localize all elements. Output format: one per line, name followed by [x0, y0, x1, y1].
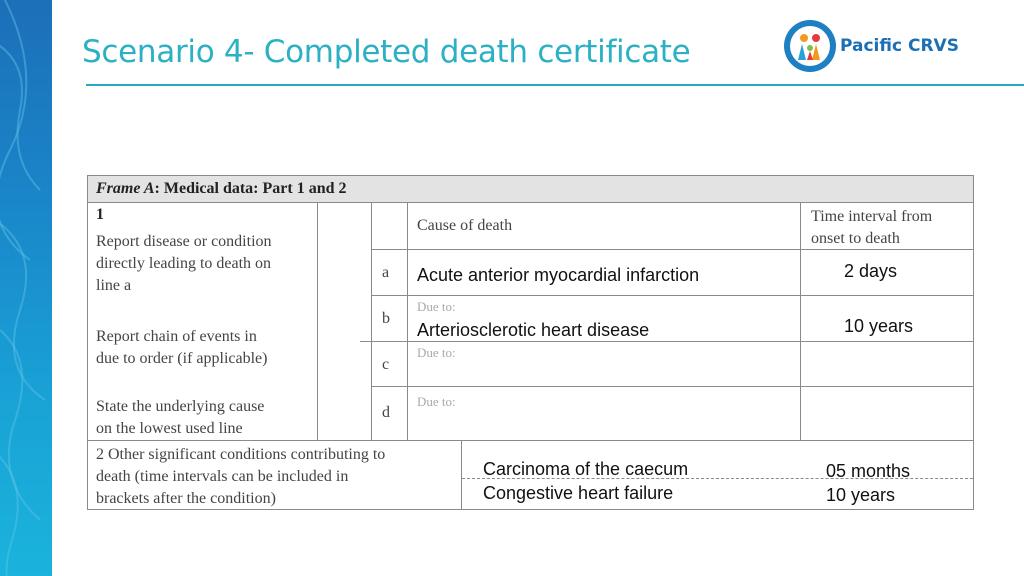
part1-instruction-2: [96, 326, 267, 370]
divider: [371, 341, 973, 342]
cause-b-field[interactable]: Arteriosclerotic heart disease: [417, 320, 650, 340]
divider: [317, 202, 318, 440]
instruction-line: line a: [96, 277, 132, 294]
other-interval-1[interactable]: 05 months: [826, 461, 911, 481]
time-interval-header: [811, 206, 932, 250]
due-to-label: Due to:: [417, 394, 456, 409]
part1-number: 1: [96, 206, 104, 223]
part2-label-line: brackets after the condition): [96, 490, 276, 507]
other-condition-2[interactable]: Congestive heart failure: [483, 483, 674, 503]
other-interval-2[interactable]: 10 years: [826, 485, 896, 505]
divider: [407, 202, 408, 440]
header-line: onset to death: [811, 230, 900, 247]
instruction-line: due to order (if applicable): [96, 350, 268, 367]
interval-a-field[interactable]: 2 days: [844, 261, 898, 281]
divider: [360, 341, 372, 342]
cause-a-field[interactable]: Acute anterior myocardial infarction: [417, 265, 700, 285]
frame-header: [88, 176, 973, 203]
divider: [800, 202, 801, 440]
divider: [371, 386, 973, 387]
row-letter-c: c: [382, 356, 390, 373]
cause-of-death-header: Cause of death: [417, 217, 513, 234]
logo-emblem: [790, 26, 830, 66]
divider: [371, 295, 973, 296]
page-title: Scenario 4- Completed death certificate: [82, 34, 691, 70]
instruction-line: directly leading to death on: [96, 255, 272, 272]
title-underline: [86, 84, 1024, 86]
instruction-line: on the lowest used line: [96, 420, 243, 437]
death-certificate-form: [87, 175, 974, 510]
part2-label-line: 2 Other significant conditions contributing to: [96, 446, 386, 463]
divider: [461, 440, 462, 510]
divider: [371, 202, 372, 440]
logo-text: Pacific CRVS: [840, 36, 959, 56]
interval-b-field[interactable]: 10 years: [844, 316, 914, 336]
part1-instruction-3: [96, 396, 264, 440]
instruction-line: Report disease or condition: [96, 233, 272, 250]
frame-title-italic: Frame A: [96, 180, 155, 197]
due-to-label: Due to:: [417, 299, 456, 314]
header-line: Time interval from: [811, 208, 933, 225]
row-letter-d: d: [382, 404, 390, 421]
part1-instruction-1: [96, 231, 272, 297]
row-letter-b: b: [382, 310, 390, 327]
instruction-line: Report chain of events in: [96, 328, 257, 345]
instruction-line: State the underlying cause: [96, 398, 265, 415]
other-condition-1[interactable]: Carcinoma of the caecum: [483, 459, 689, 479]
frame-title-rest: : Medical data: Part 1 and 2: [154, 180, 347, 197]
due-to-label: Due to:: [417, 345, 456, 360]
part2-label-line: death (time intervals can be included in: [96, 468, 349, 485]
divider: [88, 440, 973, 441]
decorative-side-band: [0, 0, 52, 576]
part2-label: [96, 444, 385, 510]
row-letter-a: a: [382, 264, 390, 281]
